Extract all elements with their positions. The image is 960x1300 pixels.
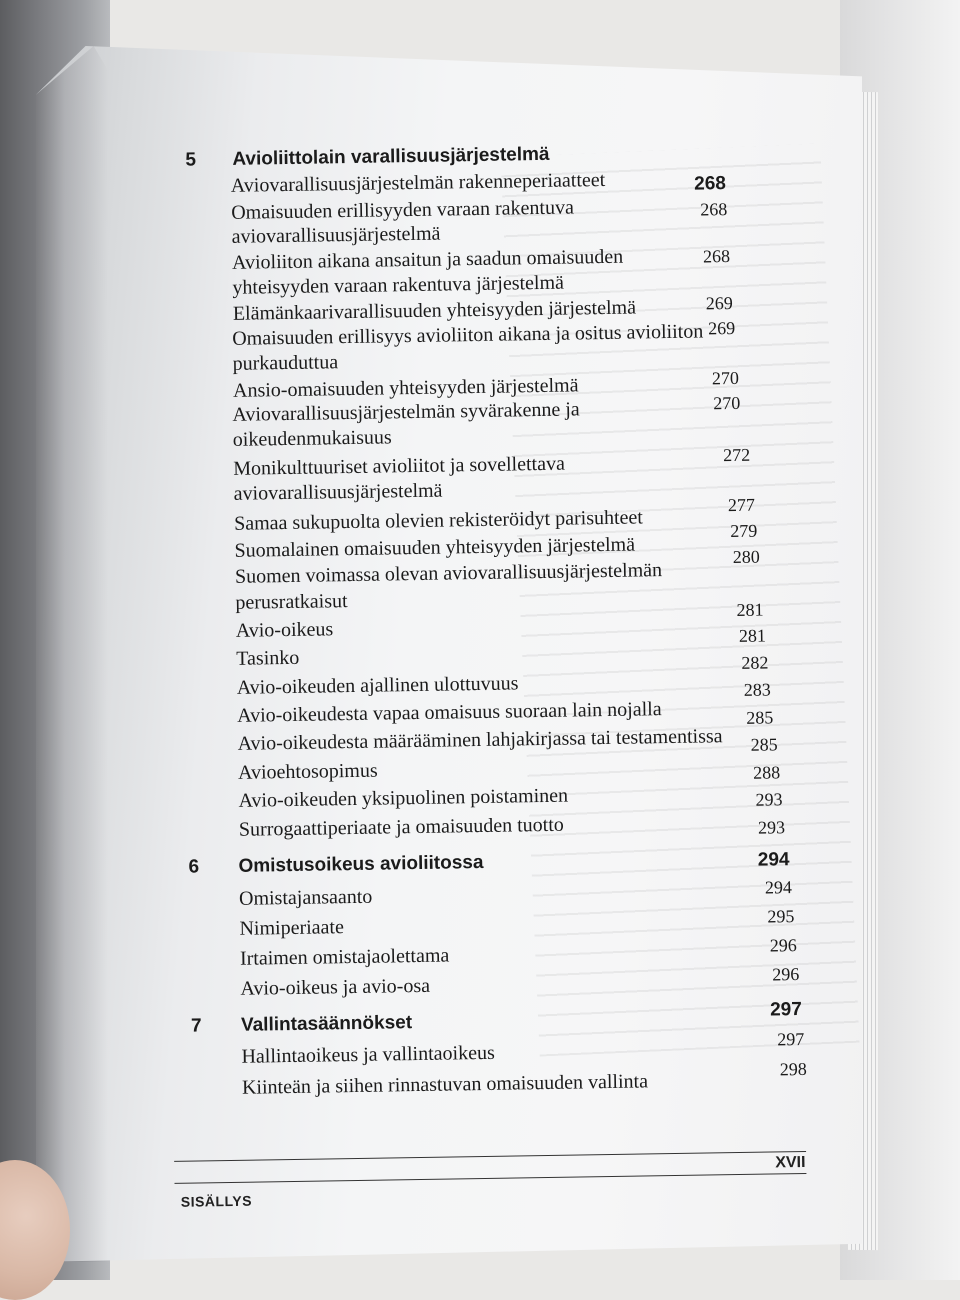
toc-entry-page: 293 — [755, 789, 783, 810]
toc-entry-line: aviovarallisuusjärjestelmä — [233, 479, 443, 505]
toc-entry-page: 268 — [702, 246, 731, 267]
toc-entry-line: Avio-oikeudesta määrääminen lahjakirjassa tai testamentissa — [237, 725, 723, 755]
toc-entry-line: Aviovarallisuusjärjestelmän rakenneperiaatteet — [230, 168, 606, 197]
toc-entry-line: Omaisuuden erillisyys avioliiton aikana ja ositus avioliiton — [232, 320, 704, 350]
toc-entry-page: 283 — [743, 679, 771, 700]
toc-entry-page: 270 — [711, 367, 740, 389]
toc-entry-line: Elämänkaarivarallisuuden yhteisyyden järjestelmä — [232, 296, 637, 325]
toc-entry-page: 272 — [722, 444, 751, 466]
toc-entry-page: 288 — [752, 762, 781, 783]
toc-entry-line: perusratkaisut — [235, 590, 348, 614]
toc-entry-line: aviovarallisuusjärjestelmä — [231, 222, 441, 248]
toc-entry-page: 296 — [772, 964, 800, 985]
chapter-number: 5 — [185, 149, 197, 171]
chapter-number: 7 — [190, 1015, 202, 1037]
toc-entry-line: Omistajansaanto — [238, 885, 373, 910]
toc-entry-line: Monikulttuuriset avioliitot ja sovellettava — [233, 452, 566, 480]
toc-entry-line: Hallintaoikeus ja vallintaoikeus — [241, 1041, 495, 1068]
toc-entry-page: 298 — [779, 1058, 807, 1080]
toc-entry-line: Nimiperiaate — [239, 916, 345, 940]
toc-entry-line: Avio-oikeudesta vapaa omaisuus suoraan lain nojalla — [236, 698, 662, 727]
toc-entry-page: 281 — [736, 599, 764, 620]
toc-entry-page: 294 — [764, 877, 793, 898]
toc-entry-line: Suomalainen omaisuuden yhteisyyden järjestelmä — [234, 533, 636, 562]
toc-entry-page: 268 — [700, 199, 728, 220]
toc-entry-line: Avioliiton aikana ansaitun ja saadun omaisuuden — [231, 245, 624, 274]
toc-entry-page: 280 — [732, 546, 760, 568]
toc-entry-line: Avio-oikeuden yksipuolinen poistaminen — [238, 784, 569, 812]
toc-entry-line: Suomen voimassa olevan aviovarallisuusjärjestelmän — [234, 559, 663, 588]
footer-rule — [174, 1173, 806, 1184]
toc-entry-page: 285 — [746, 707, 774, 728]
toc-entry-page: 296 — [769, 935, 797, 956]
toc-entry-page: 293 — [757, 817, 786, 838]
toc-entry-line: purkauduttua — [232, 351, 339, 375]
toc-entry-line: Omaisuuden erillisyyden varaan rakentuva — [231, 196, 575, 224]
chapter-page: 268 — [693, 173, 727, 195]
page-folio: XVII — [775, 1153, 806, 1172]
toc-entry-page: 285 — [750, 734, 778, 755]
toc-entry-line: Avio-oikeus ja avio-osa — [240, 974, 431, 1000]
toc-entry-line: Aviovarallisuusjärjestelmän syvärakenne ja — [232, 398, 580, 426]
toc-entry-line: Ansio-omaisuuden yhteisyyden järjestelmä — [232, 374, 579, 402]
toc-entry-page: 281 — [738, 625, 767, 646]
chapter-title: Avioliittolain varallisuusjärjestelmä — [232, 143, 550, 170]
toc-entry-line: Avio-oikeuden ajallinen ulottuvuus — [236, 672, 519, 699]
chapter-page: 294 — [757, 849, 790, 871]
toc-entry-page: 269 — [705, 292, 733, 314]
toc-entry-line: Tasinko — [236, 646, 300, 670]
toc-entry-line: yhteisyyden varaan rakentuva järjestelmä — [232, 271, 565, 299]
toc-entry-page: 270 — [713, 392, 741, 414]
chapter-title: Omistusoikeus avioliitossa — [238, 851, 484, 877]
toc-entry-line: Surrogaattiperiaate ja omaisuuden tuotto — [238, 813, 564, 841]
toc-entry-line: Samaa sukupuolta olevien rekisteröidyt parisuhteet — [233, 506, 644, 535]
toc-entry-line: Avioehtosopimus — [237, 759, 378, 784]
toc-entry-page: 277 — [727, 494, 756, 516]
toc-entry-page: 269 — [707, 317, 736, 339]
toc-entry-page: 297 — [777, 1028, 805, 1050]
toc-entry-line: Irtaimen omistajaolettama — [239, 944, 450, 970]
toc-entry-page: 282 — [741, 652, 769, 673]
toc-entry-line: oikeudenmukaisuus — [232, 426, 392, 451]
toc-entry-page: 279 — [730, 520, 758, 542]
running-footer: SISÄLLYS — [180, 1192, 253, 1210]
toc-entry-line: Avio-oikeus — [235, 618, 334, 642]
footer-rule — [174, 1151, 806, 1162]
toc-entry-line: Kiinteän ja siihen rinnastuvan omaisuuden vallinta — [241, 1070, 649, 1099]
chapter-number: 6 — [188, 856, 200, 878]
toc-entry-page: 295 — [767, 906, 795, 927]
chapter-title: Vallintasäännökset — [240, 1012, 413, 1036]
chapter-page: 297 — [769, 998, 803, 1021]
